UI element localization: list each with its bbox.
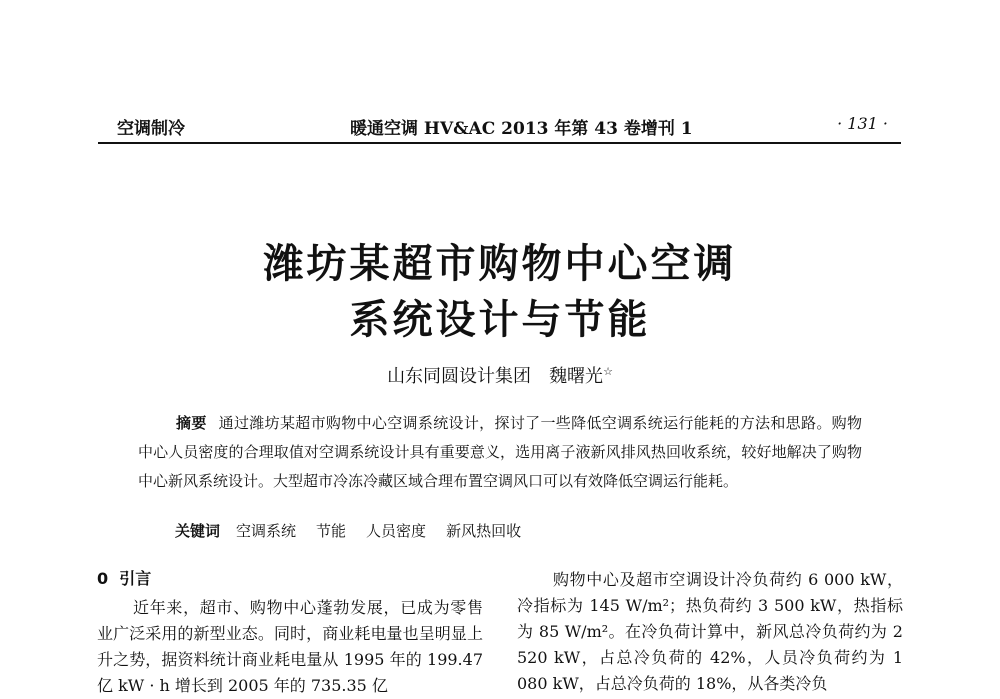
- section-heading: [97, 566, 151, 589]
- keyword: 人员密度: [366, 522, 427, 540]
- header-journal: 暖通空调 HV&AC 2013 年第 43 卷增刊 1: [350, 119, 693, 139]
- header-page-number: · 131 ·: [837, 114, 888, 133]
- keywords-label: 关键词: [175, 522, 221, 540]
- section-number: 0: [97, 569, 109, 588]
- right-paragraph: 购物中心及超市空调设计冷负荷约 6 000 kW，冷指标为 145 W/m²；热负荷约 3 500 kW，热指标为 85 W/m²。在冷负荷计算中，新风总冷负荷约为 2 520 kW，占总冷负荷的 42%，人员冷负荷约为 1 080 kW，占总冷负荷的 18%，从各类冷负: [517, 570, 903, 693]
- left-paragraph: 近年来，超市、购物中心蓬勃发展，已成为零售业广泛采用的新型业态。同时，商业耗电量也呈明显上升之势，据资料统计商业耗电量从 1995 年的 199.47 亿 kW · h 增长到 2005 年的 735.35 亿: [97, 598, 483, 695]
- keyword: 节能: [316, 522, 347, 540]
- author-mark: ☆: [603, 365, 613, 378]
- left-column: [97, 595, 483, 699]
- author-affiliation: 山东同圆设计集团: [387, 366, 532, 387]
- author-name: 魏曙光: [549, 366, 604, 387]
- keyword: 新风热回收: [446, 522, 522, 540]
- author-line: [0, 362, 1000, 388]
- header-rule: [98, 142, 901, 144]
- keywords: [175, 520, 541, 541]
- abstract: [138, 409, 862, 496]
- right-column: [517, 567, 903, 697]
- abstract-label: 摘要: [176, 414, 207, 432]
- keyword: 空调系统: [236, 522, 297, 540]
- abstract-text: 通过潍坊某超市购物中心空调系统设计，探讨了一些降低空调系统运行能耗的方法和思路。购物中心人员密度的合理取值对空调系统设计具有重要意义，选用离子液新风排风热回收系统，较好地解决了购物中心新风系统设计。大型超市冷冻冷藏区域合理布置空调风口可以有效降低空调运行能耗。: [138, 414, 862, 490]
- paper-title-line1: 潍坊某超市购物中心空调: [263, 241, 737, 287]
- section-title: 引言: [119, 569, 152, 588]
- paper-title-line2: 系统设计与节能: [349, 297, 651, 343]
- header-section: 空调制冷: [117, 119, 185, 139]
